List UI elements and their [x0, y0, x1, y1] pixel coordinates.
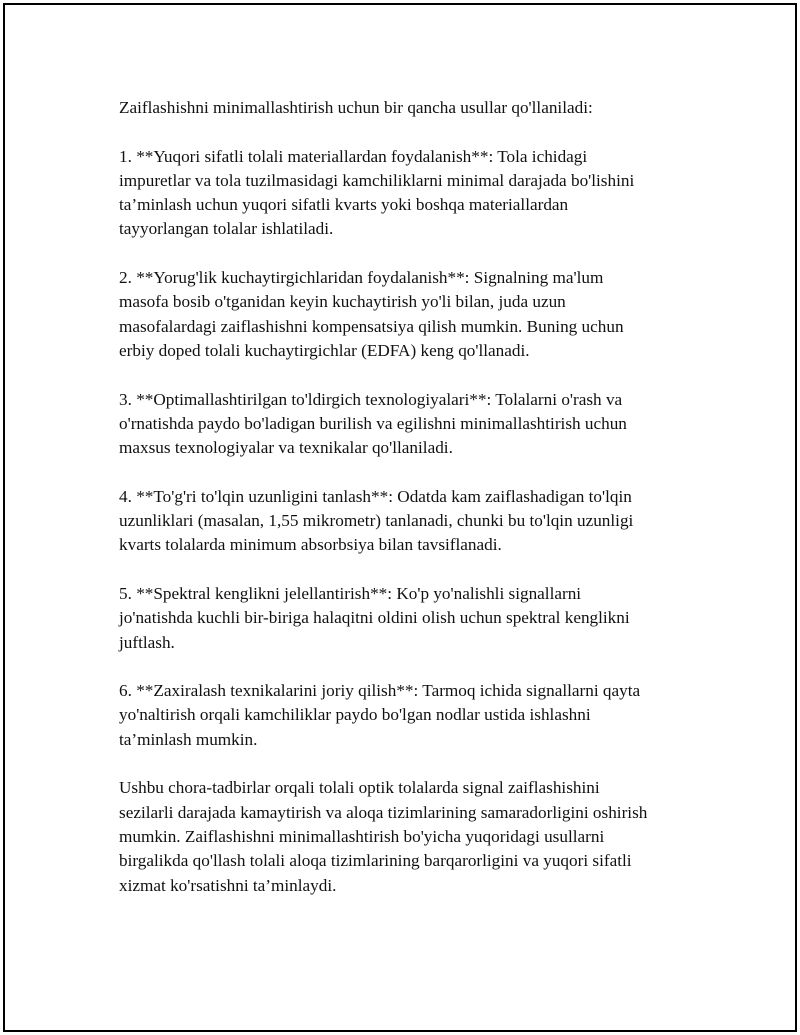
list-item: 5. **Spektral kenglikni jelellantirish**: Ko'p yo'nalishli signallarni jo'natishda kuchli bir-biriga halaqitni oldini olish uchun spektral kenglikni juftlash. — [119, 583, 630, 652]
list-item: 1. **Yuqori sifatli tolali materiallardan foydalanish**: Tola ichidagi impuretlar va tola tuzilmasidagi kamchiliklarni minimal darajada bo'lishini ta’minlash uchun yuqori sifatli kvarts yoki boshqa materiallardan tayyorlangan tolalar ishlatiladi. — [119, 146, 635, 239]
list-item: 2. **Yorug'lik kuchaytirgichlaridan foydalanish**: Signalning ma'lum masofa bosib o'tganidan keyin kuchaytirish yo'li bilan, juda uzun masofalardagi zaiflashishni kompensatsiya qilish mumkin. Buning uchun erbiy doped tolali kuchaytirgichlar (EDFA) keng qo'llanadi. — [119, 268, 624, 360]
list-item: 4. **To'g'ri to'lqin uzunligini tanlash**: Odatda kam zaiflashadigan to'lqin uzunliklari (masalan, 1,55 mikrometr) tanlanadi, chunki bu to'lqin uzunligi kvarts tolalarda minimum absorbsiya bilan tavsiflanadi. — [119, 486, 634, 555]
document-page — [3, 3, 797, 1032]
document-body — [119, 96, 709, 922]
list-item: 6. **Zaxiralash texnikalarini joriy qilish**: Tarmoq ichida signallarni qayta yo'naltirish orqali kamchiliklar paydo bo'lgan nodlar ustida ishlashni ta’minlash mumkin. — [119, 681, 641, 749]
conclusion-paragraph: Ushbu chora-tadbirlar orqali tolali optik tolalarda signal zaiflashishini sezilarli darajada kamaytirish va aloqa tizimlarining samaradorligini oshirish mumkin. Zaiflashishni minimallashtirish bo'yicha yuqoridagi usullarni birgalikda qo'llash tolali aloqa tizimlarining barqarorligini va yuqori sifatli xizmat ko'rsatishni ta’minlaydi. — [119, 778, 648, 895]
list-item: 3. **Optimallashtirilgan to'ldirgich texnologiyalari**: Tolalarni o'rash va o'rnatishda paydo bo'ladigan burilish va egilishni minimallashtirish uchun maxsus texnologiyalar va texnikalar qo'llaniladi. — [119, 389, 627, 458]
intro-paragraph: Zaiflashishni minimallashtirish uchun bir qancha usullar qo'llaniladi: — [119, 98, 593, 117]
